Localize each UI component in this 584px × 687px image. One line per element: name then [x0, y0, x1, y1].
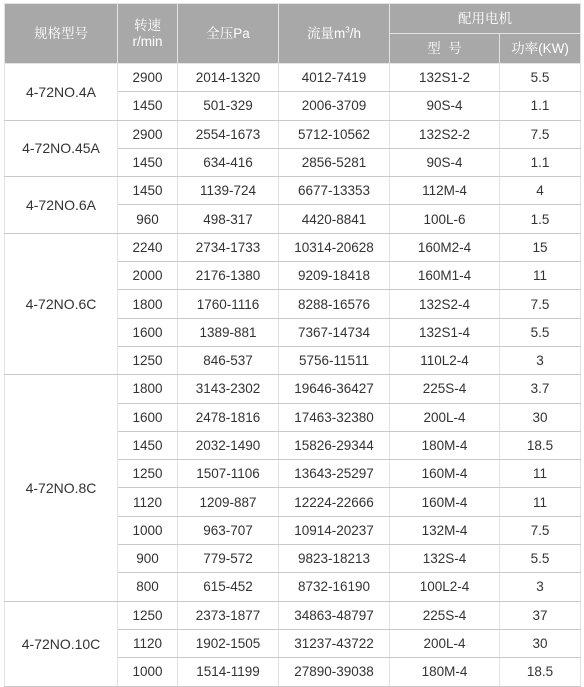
table-body [5, 64, 581, 687]
header-speed-unit: r/min [132, 33, 163, 49]
motor-cell: 225S-4 [390, 601, 500, 629]
flow-cell: 5712-10562 [279, 120, 390, 148]
speed-cell: 800 [118, 573, 178, 601]
motor-cell: 132S2-4 [390, 290, 500, 318]
speed-cell: 1250 [118, 460, 178, 488]
flow-cell: 8732-16190 [279, 573, 390, 601]
power-cell: 5.5 [500, 318, 581, 346]
model-cell: 4-72NO.10C [5, 601, 118, 686]
pressure-cell: 846-537 [178, 346, 279, 374]
flow-cell: 2006-3709 [279, 92, 390, 120]
model-cell: 4-72NO.4A [5, 64, 118, 121]
pressure-cell: 3143-2302 [178, 375, 279, 403]
power-cell: 7.5 [500, 516, 581, 544]
flow-cell: 9209-18418 [279, 262, 390, 290]
power-cell: 3 [500, 346, 581, 374]
motor-cell: 160M2-4 [390, 233, 500, 261]
flow-cell: 10314-20628 [279, 233, 390, 261]
power-cell: 1.5 [500, 205, 581, 233]
header-motor-type: 型 号 [390, 34, 500, 64]
pressure-cell: 1389-881 [178, 318, 279, 346]
power-cell: 7.5 [500, 120, 581, 148]
header-flow-suffix: /h [349, 25, 361, 41]
header-flow [279, 4, 390, 64]
motor-cell: 90S-4 [390, 148, 500, 176]
flow-cell: 19646-36427 [279, 375, 390, 403]
pressure-cell: 1209-887 [178, 488, 279, 516]
flow-cell: 10914-20237 [279, 516, 390, 544]
header-power: 功率(KW) [500, 34, 581, 64]
speed-cell: 960 [118, 205, 178, 233]
speed-cell: 1450 [118, 92, 178, 120]
model-cell: 4-72NO.6C [5, 233, 118, 374]
flow-cell: 8288-16576 [279, 290, 390, 318]
motor-cell: 160M-4 [390, 460, 500, 488]
speed-cell: 1450 [118, 431, 178, 459]
speed-cell: 2900 [118, 120, 178, 148]
speed-cell: 1800 [118, 290, 178, 318]
speed-cell: 1250 [118, 601, 178, 629]
pressure-cell: 615-452 [178, 573, 279, 601]
motor-cell: 132M-4 [390, 516, 500, 544]
power-cell: 15 [500, 233, 581, 261]
speed-cell: 1120 [118, 488, 178, 516]
flow-cell: 4420-8841 [279, 205, 390, 233]
flow-cell: 7367-14734 [279, 318, 390, 346]
power-cell: 3.7 [500, 375, 581, 403]
header-motor: 配用电机 [390, 4, 581, 34]
speed-cell: 2240 [118, 233, 178, 261]
speed-cell: 1250 [118, 346, 178, 374]
speed-cell: 1600 [118, 318, 178, 346]
motor-cell: 132S1-4 [390, 318, 500, 346]
motor-cell: 200L-4 [390, 629, 500, 657]
flow-cell: 12224-22666 [279, 488, 390, 516]
speed-cell: 900 [118, 545, 178, 573]
power-cell: 3 [500, 573, 581, 601]
power-cell: 1.1 [500, 92, 581, 120]
header-speed-label: 转速 [134, 17, 161, 33]
power-cell: 18.5 [500, 431, 581, 459]
speed-cell: 1000 [118, 658, 178, 686]
flow-cell: 5756-11511 [279, 346, 390, 374]
pressure-cell: 501-329 [178, 92, 279, 120]
speed-cell: 2900 [118, 64, 178, 92]
flow-cell: 4012-7419 [279, 64, 390, 92]
power-cell: 7.5 [500, 290, 581, 318]
flow-cell: 17463-32380 [279, 403, 390, 431]
header-pressure: 全压Pa [178, 4, 279, 64]
pressure-cell: 779-572 [178, 545, 279, 573]
flow-cell: 9823-18213 [279, 545, 390, 573]
motor-cell: 110L2-4 [390, 346, 500, 374]
power-cell: 5.5 [500, 64, 581, 92]
motor-cell: 180M-4 [390, 658, 500, 686]
pressure-cell: 963-707 [178, 516, 279, 544]
flow-cell: 13643-25297 [279, 460, 390, 488]
power-cell: 30 [500, 403, 581, 431]
model-cell: 4-72NO.6A [5, 177, 118, 234]
motor-cell: 132S-4 [390, 545, 500, 573]
flow-cell: 27890-39038 [279, 658, 390, 686]
power-cell: 4 [500, 177, 581, 205]
speed-cell: 1800 [118, 375, 178, 403]
header-flow-sup: 3 [345, 25, 350, 34]
pressure-cell: 2032-1490 [178, 431, 279, 459]
header-model: 规格型号 [5, 4, 118, 64]
pressure-cell: 1760-1116 [178, 290, 279, 318]
model-cell: 4-72NO.45A [5, 120, 118, 177]
power-cell: 5.5 [500, 545, 581, 573]
speed-cell: 2000 [118, 262, 178, 290]
motor-cell: 132S1-2 [390, 64, 500, 92]
table-row [5, 233, 581, 261]
speed-cell: 1600 [118, 403, 178, 431]
motor-cell: 100L2-4 [390, 573, 500, 601]
power-cell: 11 [500, 488, 581, 516]
pressure-cell: 2373-1877 [178, 601, 279, 629]
power-cell: 37 [500, 601, 581, 629]
pressure-cell: 2014-1320 [178, 64, 279, 92]
power-cell: 18.5 [500, 658, 581, 686]
pressure-cell: 2734-1733 [178, 233, 279, 261]
flow-cell: 6677-13353 [279, 177, 390, 205]
speed-cell: 1450 [118, 177, 178, 205]
header-flow-prefix: 流量m [307, 25, 346, 41]
flow-cell: 31237-43722 [279, 629, 390, 657]
motor-cell: 90S-4 [390, 92, 500, 120]
table-row [5, 64, 581, 92]
table-row [5, 120, 581, 148]
motor-cell: 160M-4 [390, 488, 500, 516]
power-cell: 11 [500, 262, 581, 290]
speed-cell: 1000 [118, 516, 178, 544]
model-cell: 4-72NO.8C [5, 375, 118, 601]
pressure-cell: 498-317 [178, 205, 279, 233]
flow-cell: 15826-29344 [279, 431, 390, 459]
fan-spec-table [4, 3, 581, 687]
motor-cell: 112M-4 [390, 177, 500, 205]
pressure-cell: 2478-1816 [178, 403, 279, 431]
header-speed [118, 4, 178, 64]
table-row [5, 375, 581, 403]
pressure-cell: 634-416 [178, 148, 279, 176]
motor-cell: 180M-4 [390, 431, 500, 459]
motor-cell: 225S-4 [390, 375, 500, 403]
motor-cell: 132S2-2 [390, 120, 500, 148]
pressure-cell: 1139-724 [178, 177, 279, 205]
table-row [5, 601, 581, 629]
speed-cell: 1450 [118, 148, 178, 176]
pressure-cell: 2554-1673 [178, 120, 279, 148]
table-row [5, 177, 581, 205]
pressure-cell: 1514-1199 [178, 658, 279, 686]
flow-cell: 2856-5281 [279, 148, 390, 176]
flow-cell: 34863-48797 [279, 601, 390, 629]
pressure-cell: 1507-1106 [178, 460, 279, 488]
motor-cell: 160M1-4 [390, 262, 500, 290]
power-cell: 30 [500, 629, 581, 657]
power-cell: 11 [500, 460, 581, 488]
speed-cell: 1120 [118, 629, 178, 657]
pressure-cell: 1902-1505 [178, 629, 279, 657]
power-cell: 1.1 [500, 148, 581, 176]
pressure-cell: 2176-1380 [178, 262, 279, 290]
motor-cell: 200L-4 [390, 403, 500, 431]
motor-cell: 100L-6 [390, 205, 500, 233]
